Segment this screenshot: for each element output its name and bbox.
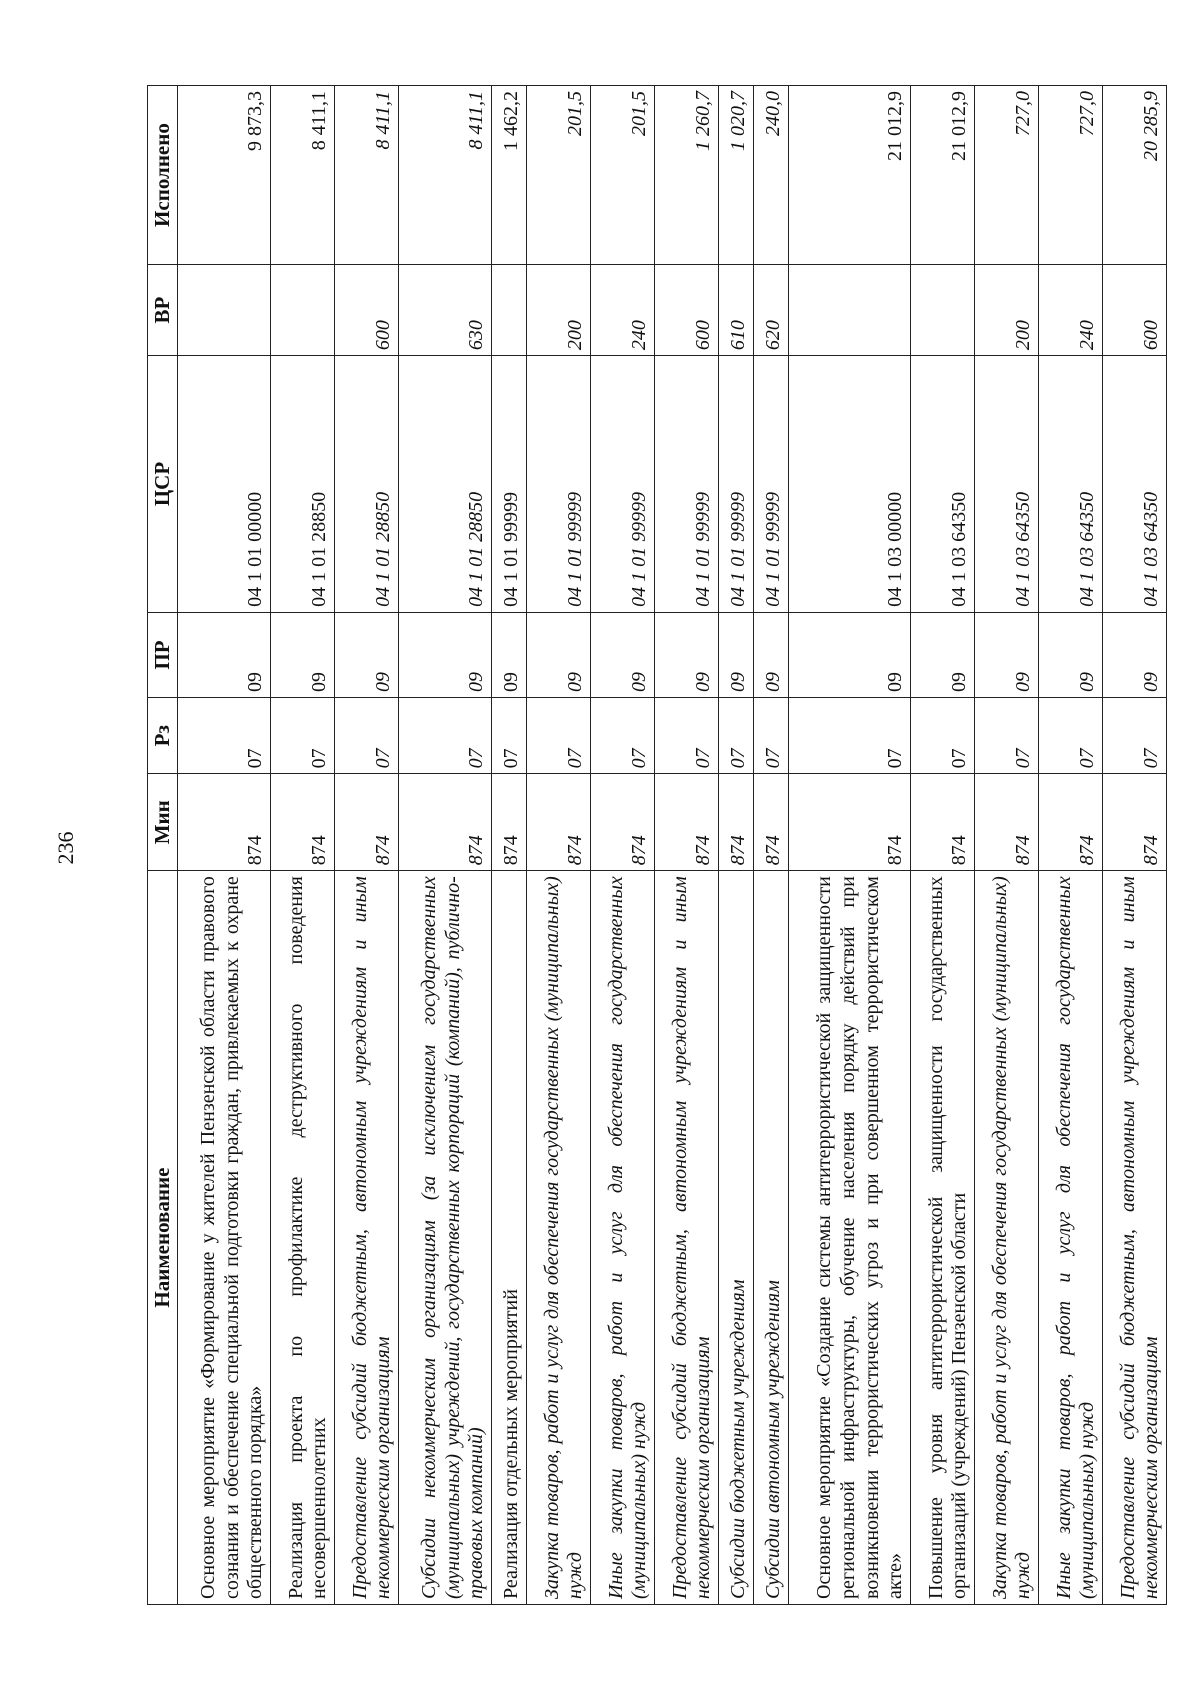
cell-vr: [177, 265, 270, 356]
table-row: [718, 86, 753, 1605]
cell-pr: 09: [974, 612, 1038, 697]
cell-csr: 04 1 01 28850: [334, 356, 398, 613]
table-row: [270, 86, 334, 1605]
cell-vr: [491, 265, 526, 356]
cell-pr: 09: [491, 612, 526, 697]
cell-min: 874: [491, 774, 526, 871]
cell-name: Закупка товаров, работ и услуг для обеспечения государственных (муниципальных) нужд: [974, 871, 1038, 1605]
cell-rz: 07: [1102, 698, 1166, 774]
cell-pr: 09: [753, 612, 788, 697]
cell-vr: [788, 265, 910, 356]
cell-amount: 20 285,9: [1102, 86, 1166, 265]
cell-pr: 09: [1102, 612, 1166, 697]
cell-rz: 07: [718, 698, 753, 774]
cell-rz: 07: [788, 698, 910, 774]
cell-amount: 21 012,9: [910, 86, 974, 265]
cell-name: Предоставление субсидий бюджетным, автономным учреждениям и иным некоммерческим организациям: [654, 871, 718, 1605]
cell-csr: 04 1 01 99999: [753, 356, 788, 613]
cell-pr: 09: [526, 612, 590, 697]
cell-min: 874: [974, 774, 1038, 871]
cell-rz: 07: [590, 698, 654, 774]
cell-name: Субсидии некоммерческим организациям (за исключением государственных (муниципальных) учреждений, государственных корпораций (компаний), публично-правовых компаний): [398, 871, 491, 1605]
cell-rz: 07: [270, 698, 334, 774]
cell-csr: 04 1 01 28850: [270, 356, 334, 613]
cell-min: 874: [910, 774, 974, 871]
cell-pr: 09: [398, 612, 491, 697]
header-pr: ПР: [148, 612, 178, 697]
cell-rz: 07: [910, 698, 974, 774]
cell-min: 874: [177, 774, 270, 871]
cell-name: Основное мероприятие «Формирование у жителей Пензенской области правового сознания и обеспечение специальной подготовки граждан, привлекаемых к охране общественного порядка»: [177, 871, 270, 1605]
cell-csr: 04 1 01 99999: [491, 356, 526, 613]
table-row: [910, 86, 974, 1605]
table-row: [334, 86, 398, 1605]
cell-rz: 07: [1038, 698, 1102, 774]
cell-vr: 610: [718, 265, 753, 356]
cell-min: 874: [334, 774, 398, 871]
header-min: Мин: [148, 774, 178, 871]
cell-vr: 630: [398, 265, 491, 356]
table-body: [177, 86, 1166, 1605]
cell-csr: 04 1 01 99999: [526, 356, 590, 613]
cell-min: 874: [654, 774, 718, 871]
cell-csr: 04 1 03 00000: [788, 356, 910, 613]
table-row: [788, 86, 910, 1605]
cell-name: Повышение уровня антитеррористической защищенности государственных организаций (учреждений) Пензенской области: [910, 871, 974, 1605]
table-row: [491, 86, 526, 1605]
cell-amount: 8 411,1: [398, 86, 491, 265]
cell-name: Реализация отдельных мероприятий: [491, 871, 526, 1605]
cell-vr: 600: [1102, 265, 1166, 356]
cell-min: 874: [270, 774, 334, 871]
cell-min: 874: [1038, 774, 1102, 871]
cell-csr: 04 1 01 99999: [654, 356, 718, 613]
cell-name: Субсидии автономным учреждениям: [753, 871, 788, 1605]
table-row: [1102, 86, 1166, 1605]
cell-csr: 04 1 01 99999: [718, 356, 753, 613]
table-row: [590, 86, 654, 1605]
cell-min: 874: [753, 774, 788, 871]
cell-pr: 09: [177, 612, 270, 697]
cell-amount: 1 462,2: [491, 86, 526, 265]
cell-rz: 07: [654, 698, 718, 774]
cell-pr: 09: [718, 612, 753, 697]
page-number: 236: [53, 831, 78, 865]
cell-amount: 1 260,7: [654, 86, 718, 265]
budget-execution-table: [147, 85, 1167, 1605]
cell-vr: 240: [1038, 265, 1102, 356]
cell-vr: 200: [974, 265, 1038, 356]
table-row: [654, 86, 718, 1605]
cell-pr: 09: [1038, 612, 1102, 697]
cell-csr: 04 1 03 64350: [1102, 356, 1166, 613]
cell-amount: 8 411,1: [270, 86, 334, 265]
header-amount: Исполнено: [148, 86, 178, 265]
cell-rz: 07: [526, 698, 590, 774]
rotated-table-wrapper: [147, 85, 1167, 1605]
cell-vr: [910, 265, 974, 356]
cell-amount: 21 012,9: [788, 86, 910, 265]
table-row: [398, 86, 491, 1605]
table-row: [1038, 86, 1102, 1605]
cell-pr: 09: [270, 612, 334, 697]
cell-name: Иные закупки товаров, работ и услуг для обеспечения государственных (муниципальных) нужд: [1038, 871, 1102, 1605]
cell-name: Субсидии бюджетным учреждениям: [718, 871, 753, 1605]
cell-csr: 04 1 01 28850: [398, 356, 491, 613]
cell-amount: 240,0: [753, 86, 788, 265]
cell-vr: 600: [334, 265, 398, 356]
cell-rz: 07: [974, 698, 1038, 774]
cell-min: 874: [788, 774, 910, 871]
cell-amount: 1 020,7: [718, 86, 753, 265]
cell-pr: 09: [590, 612, 654, 697]
cell-rz: 07: [398, 698, 491, 774]
cell-min: 874: [398, 774, 491, 871]
table-row: [177, 86, 270, 1605]
header-rz: Рз: [148, 698, 178, 774]
cell-csr: 04 1 03 64350: [910, 356, 974, 613]
cell-pr: 09: [788, 612, 910, 697]
cell-vr: 600: [654, 265, 718, 356]
cell-csr: 04 1 03 64350: [974, 356, 1038, 613]
cell-pr: 09: [654, 612, 718, 697]
header-vr: ВР: [148, 265, 178, 356]
cell-amount: 9 873,3: [177, 86, 270, 265]
cell-min: 874: [526, 774, 590, 871]
table-row: [974, 86, 1038, 1605]
cell-pr: 09: [910, 612, 974, 697]
cell-amount: 201,5: [590, 86, 654, 265]
table-row: [526, 86, 590, 1605]
cell-vr: 620: [753, 265, 788, 356]
cell-name: Закупка товаров, работ и услуг для обеспечения государственных (муниципальных) нужд: [526, 871, 590, 1605]
cell-name: Предоставление субсидий бюджетным, автономным учреждениям и иным некоммерческим организациям: [1102, 871, 1166, 1605]
cell-amount: 727,0: [974, 86, 1038, 265]
cell-rz: 07: [491, 698, 526, 774]
table-header-row: [148, 86, 178, 1605]
cell-pr: 09: [334, 612, 398, 697]
cell-name: Иные закупки товаров, работ и услуг для обеспечения государственных (муниципальных) нужд: [590, 871, 654, 1605]
cell-min: 874: [1102, 774, 1166, 871]
header-csr: ЦСР: [148, 356, 178, 613]
cell-csr: 04 1 01 99999: [590, 356, 654, 613]
cell-amount: 201,5: [526, 86, 590, 265]
cell-csr: 04 1 01 00000: [177, 356, 270, 613]
cell-rz: 07: [177, 698, 270, 774]
cell-rz: 07: [334, 698, 398, 774]
header-name: Наименование: [148, 871, 178, 1605]
cell-csr: 04 1 03 64350: [1038, 356, 1102, 613]
cell-name: Реализация проекта по профилактике деструктивного поведения несовершеннолетних: [270, 871, 334, 1605]
cell-amount: 727,0: [1038, 86, 1102, 265]
cell-rz: 07: [753, 698, 788, 774]
cell-name: Основное мероприятие «Создание системы антитеррористической защищенности региональной инфраструктуры, обучение населения порядку действий при возникновении террористических угроз и при совершенном террористическом акте»: [788, 871, 910, 1605]
cell-name: Предоставление субсидий бюджетным, автономным учреждениям и иным некоммерческим организациям: [334, 871, 398, 1605]
cell-min: 874: [590, 774, 654, 871]
cell-vr: 200: [526, 265, 590, 356]
cell-amount: 8 411,1: [334, 86, 398, 265]
table-row: [753, 86, 788, 1605]
cell-vr: 240: [590, 265, 654, 356]
cell-vr: [270, 265, 334, 356]
cell-min: 874: [718, 774, 753, 871]
